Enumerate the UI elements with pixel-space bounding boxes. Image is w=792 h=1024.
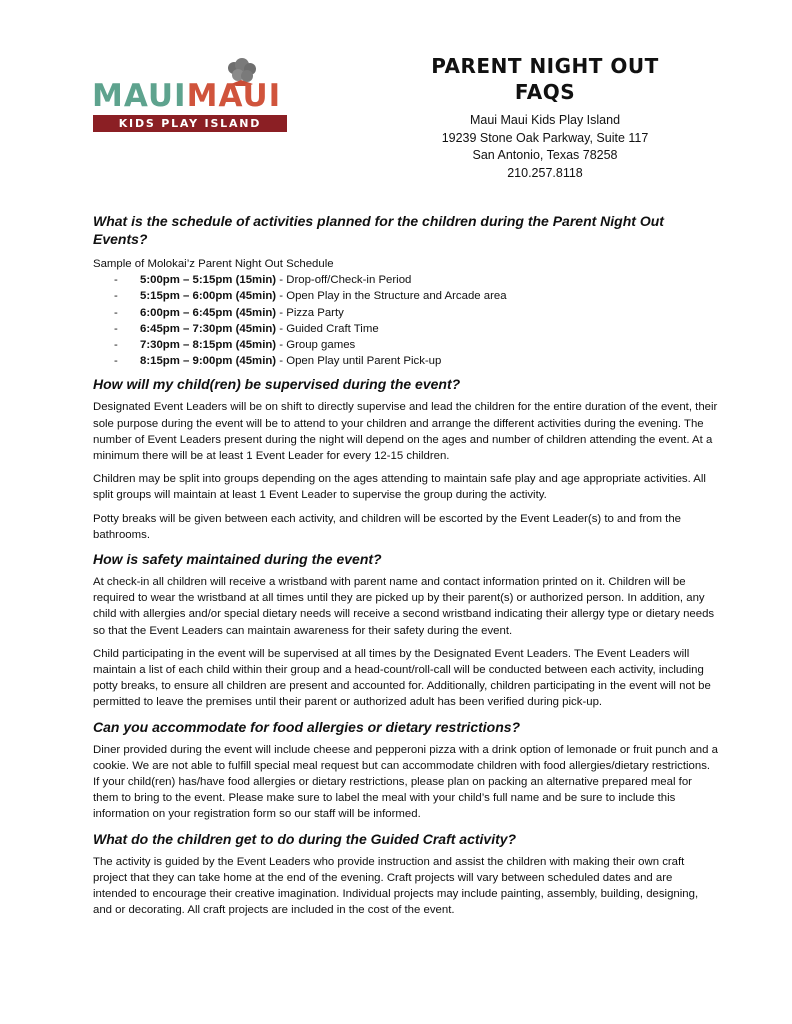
list-dash: -	[114, 322, 118, 335]
list-dash: -	[114, 290, 118, 303]
faq-question: How is safety maintained during the event?	[93, 551, 382, 568]
faq-paragraph: Diner provided during the event will include cheese and pepperoni pizza with a drink option of lemonade or fruit punch and a cookie. We are not able to fulfill special meal request but can accommodate children with food allergies/dietary restrictions. If your child(ren) has/have food allergies or dietary restrictions, please plan on packing an alternative prepared meal for them to bring to the event. Please make sure to label the meal with your child’s full name and be sure to include this information on your registration form so our staff will be informed.	[93, 743, 718, 821]
address-business-name: Maui Maui Kids Play Island	[469, 113, 621, 127]
faq-content	[93, 212, 718, 926]
address-street: 19239 Stone Oak Parkway, Suite 117	[441, 130, 649, 145]
faq-section-safety	[93, 550, 718, 711]
list-item	[93, 337, 718, 353]
logo-word-1: MAUI	[92, 78, 187, 114]
faq-question: What do the children get to do during the Guided Craft activity?	[93, 830, 517, 847]
schedule-desc: - Open Play until Parent Pick-up	[276, 355, 442, 368]
faq-question: Can you accommodate for food allergies or dietary restrictions?	[93, 718, 521, 735]
list-dash: -	[114, 274, 118, 287]
address-city: San Antonio, Texas 78258	[472, 148, 618, 162]
schedule-list	[93, 272, 718, 369]
faq-paragraph: At check-in all children will receive a wristband with parent name and contact information printed on it. Children will be required to wear the wristband at all times until they are picked up by their parent(s) or authorized person. In addition, any child with allergies and/or special dietary needs will receive a second wristband indicating their allergy type or dietary needs so that the Event Leaders can maintain awareness for their safety during the event.	[93, 576, 715, 637]
schedule-time: 5:15pm – 6:00pm (45min)	[140, 290, 277, 303]
schedule-time: 6:00pm – 6:45pm (45min)	[140, 306, 277, 319]
faq-section-supervision	[93, 375, 718, 543]
list-item	[93, 353, 718, 369]
schedule-time: 6:45pm – 7:30pm (45min)	[140, 322, 277, 335]
list-item	[93, 321, 718, 337]
maui-maui-logo	[90, 58, 290, 134]
list-item	[93, 305, 718, 321]
faq-question: How will my child(ren) be supervised during the event?	[93, 376, 461, 393]
page-title-line-2: FAQS	[514, 80, 576, 104]
page-title-line-1: PARENT NIGHT OUT	[431, 54, 659, 78]
list-item	[93, 272, 718, 288]
faq-section-craft	[93, 830, 718, 919]
address-block	[410, 112, 680, 182]
schedule-time: 5:00pm – 5:15pm (15min)	[140, 274, 277, 287]
faq-paragraph: Children may be split into groups depending on the ages attending to maintain safe play and age appropriate activities. All split groups will maintain at least 1 Event Leader to supervise the group during the activity.	[93, 473, 706, 502]
faq-paragraph: Child participating in the event will be supervised at all times by the Designated Event Leaders. The Event Leaders will maintain a list of each child within their group and a head-count/roll-call will be conducted between each activity, including potty breaks, to ensure all children are present and accounted for. Additionally, children participating in the event will not be permitted to leave the premises until their parent or authorized adult has been verified during pick-up.	[93, 647, 711, 709]
logo-banner: KIDS PLAY ISLAND	[93, 115, 287, 132]
faq-question: What is the schedule of activities planned for the children during the Parent Night Out Events?	[93, 213, 664, 247]
list-dash: -	[114, 306, 118, 319]
schedule-desc: - Guided Craft Time	[276, 322, 379, 335]
schedule-desc: - Group games	[276, 339, 356, 352]
faq-paragraph: Potty breaks will be given between each activity, and children will be escorted by the Event Leader(s) to and from the bathrooms.	[93, 512, 681, 541]
schedule-intro: Sample of Molokai’z Parent Night Out Schedule	[93, 258, 334, 270]
logo-word-2: MAUI	[186, 78, 282, 114]
schedule-time: 7:30pm – 8:15pm (45min)	[140, 339, 277, 352]
address-phone: 210.257.8118	[507, 165, 583, 180]
schedule-desc: - Drop-off/Check-in Period	[276, 274, 412, 287]
list-dash: -	[114, 355, 118, 368]
logo-wordmark	[92, 78, 281, 114]
schedule-time: 8:15pm – 9:00pm (45min)	[140, 355, 277, 368]
faq-paragraph: Designated Event Leaders will be on shift to directly supervise and lead the children for the entire duration of the event, their sole purpose during the event will be to attend to your children and arrange the different activities during the evening. The number of Event Leaders present during the night will depend on the ages and number of children attending the event. At a minimum there will be at least 1 Event Leader for every 12-15 children.	[93, 401, 718, 463]
list-item	[93, 288, 718, 304]
faq-section-schedule	[93, 212, 718, 369]
faq-paragraph: The activity is guided by the Event Leaders who provide instruction and assist the children with making their own craft project that they can take home at the end of the evening. Craft projects will vary between scheduled dates and are intended to encourage their creative imagination. Individual projects may include painting, assembly, building, designing, and or decorating. All craft projects are included in the cost of the event.	[93, 855, 699, 917]
list-dash: -	[114, 339, 118, 352]
schedule-desc: - Pizza Party	[276, 306, 344, 319]
schedule-desc: - Open Play in the Structure and Arcade area	[276, 290, 507, 303]
faq-section-allergies	[93, 718, 718, 823]
